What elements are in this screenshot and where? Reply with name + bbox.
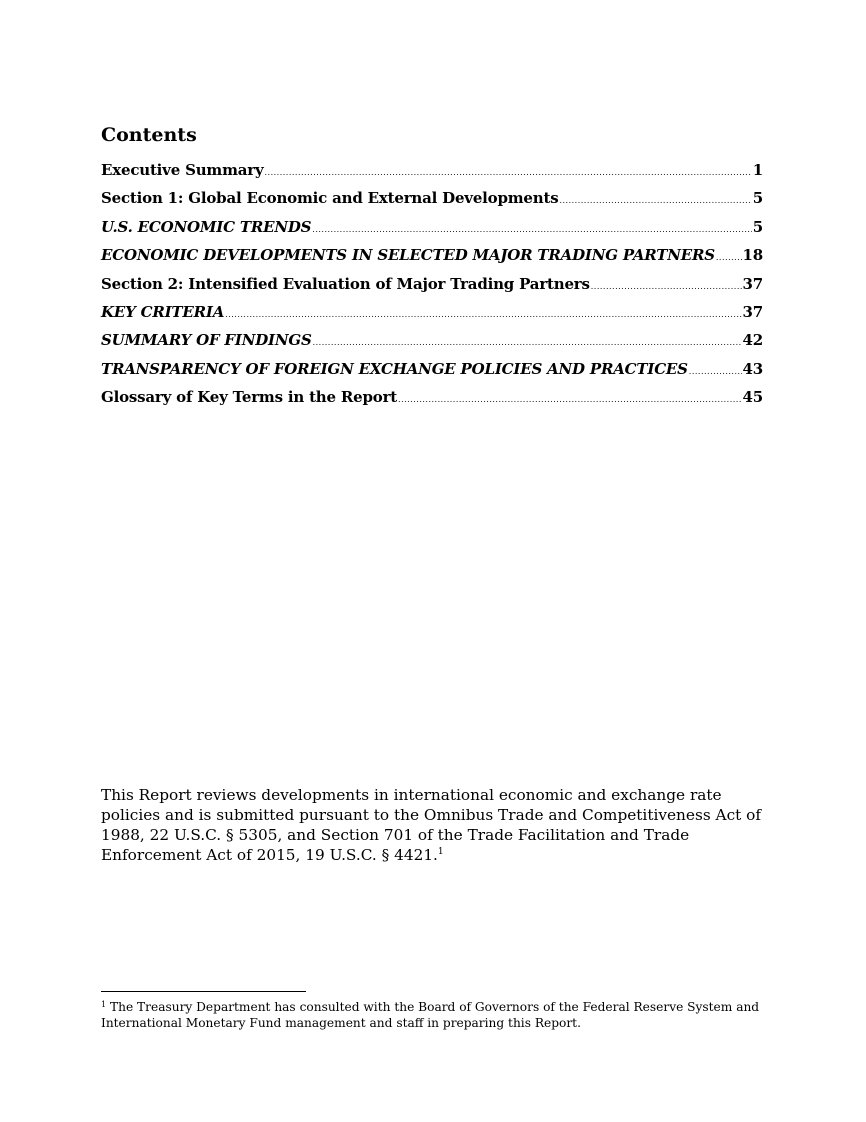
- toc-dot-leader: [398, 395, 741, 404]
- toc-entry-section-2[interactable]: [101, 275, 763, 303]
- toc-entry-title: TRANSPARENCY OF FOREIGN EXCHANGE POLICIES AND PRACTICES: [101, 359, 688, 378]
- toc-entry-economic-developments[interactable]: [101, 246, 763, 274]
- footnote-divider: [101, 991, 306, 992]
- toc-dot-leader: [225, 310, 741, 319]
- toc-entry-us-economic-trends[interactable]: [101, 218, 763, 246]
- table-of-contents: [101, 161, 763, 417]
- toc-dot-leader: [559, 196, 751, 205]
- toc-entry-title: KEY CRITERIA: [101, 302, 225, 321]
- footnote-reference[interactable]: 1: [437, 847, 444, 857]
- toc-entry-page: 5: [752, 217, 763, 236]
- toc-dot-leader: [265, 168, 752, 177]
- toc-entry-page: 5: [752, 189, 763, 208]
- intro-text: This Report reviews developments in international economic and exchange rate policies and is submitted pursuant to the Omnibus Trade and Competitiveness Act of 1988, 22 U.S.C. § 5305, and Section 701 of the Trade Facilitation and Trade Enforcement Act of 2015, 19 U.S.C. § 4421.: [101, 786, 762, 864]
- toc-entry-page: 37: [742, 274, 763, 293]
- toc-entry-page: 43: [742, 359, 763, 378]
- toc-entry-page: 1: [752, 161, 763, 179]
- toc-entry-transparency[interactable]: [101, 360, 763, 388]
- toc-entry-page: 45: [742, 388, 763, 407]
- toc-entry-section-1[interactable]: [101, 189, 763, 217]
- toc-entry-page: 37: [742, 302, 763, 321]
- toc-dot-leader: [312, 225, 751, 234]
- toc-entry-executive-summary[interactable]: [101, 161, 763, 189]
- toc-entry-glossary[interactable]: [101, 388, 763, 416]
- toc-entry-title: SUMMARY OF FINDINGS: [101, 331, 312, 350]
- toc-entry-title: ECONOMIC DEVELOPMENTS IN SELECTED MAJOR TRADING PARTNERS: [101, 246, 715, 265]
- toc-entry-title: Glossary of Key Terms in the Report: [101, 388, 398, 407]
- toc-entry-title: Section 1: Global Economic and External Developments: [101, 189, 559, 208]
- report-intro-paragraph: [101, 785, 769, 865]
- footnote: [101, 999, 769, 1031]
- toc-entry-key-criteria[interactable]: [101, 303, 763, 331]
- contents-heading: Contents: [101, 124, 197, 146]
- toc-entry-summary-of-findings[interactable]: [101, 331, 763, 359]
- toc-dot-leader: [689, 367, 742, 376]
- toc-entry-title: Executive Summary: [101, 161, 264, 179]
- toc-entry-title: U.S. ECONOMIC TRENDS: [101, 217, 312, 236]
- toc-dot-leader: [716, 253, 742, 262]
- toc-entry-page: 18: [742, 246, 763, 265]
- toc-entry-title: Section 2: Intensified Evaluation of Major Trading Partners: [101, 274, 590, 293]
- toc-dot-leader: [313, 338, 742, 347]
- footnote-mark: 1: [101, 1000, 107, 1009]
- footnote-text: The Treasury Department has consulted with the Board of Governors of the Federal Reserve System and International Monetary Fund management and staff in preparing this Report.: [101, 1000, 760, 1030]
- toc-entry-page: 42: [742, 331, 763, 350]
- toc-dot-leader: [591, 282, 742, 291]
